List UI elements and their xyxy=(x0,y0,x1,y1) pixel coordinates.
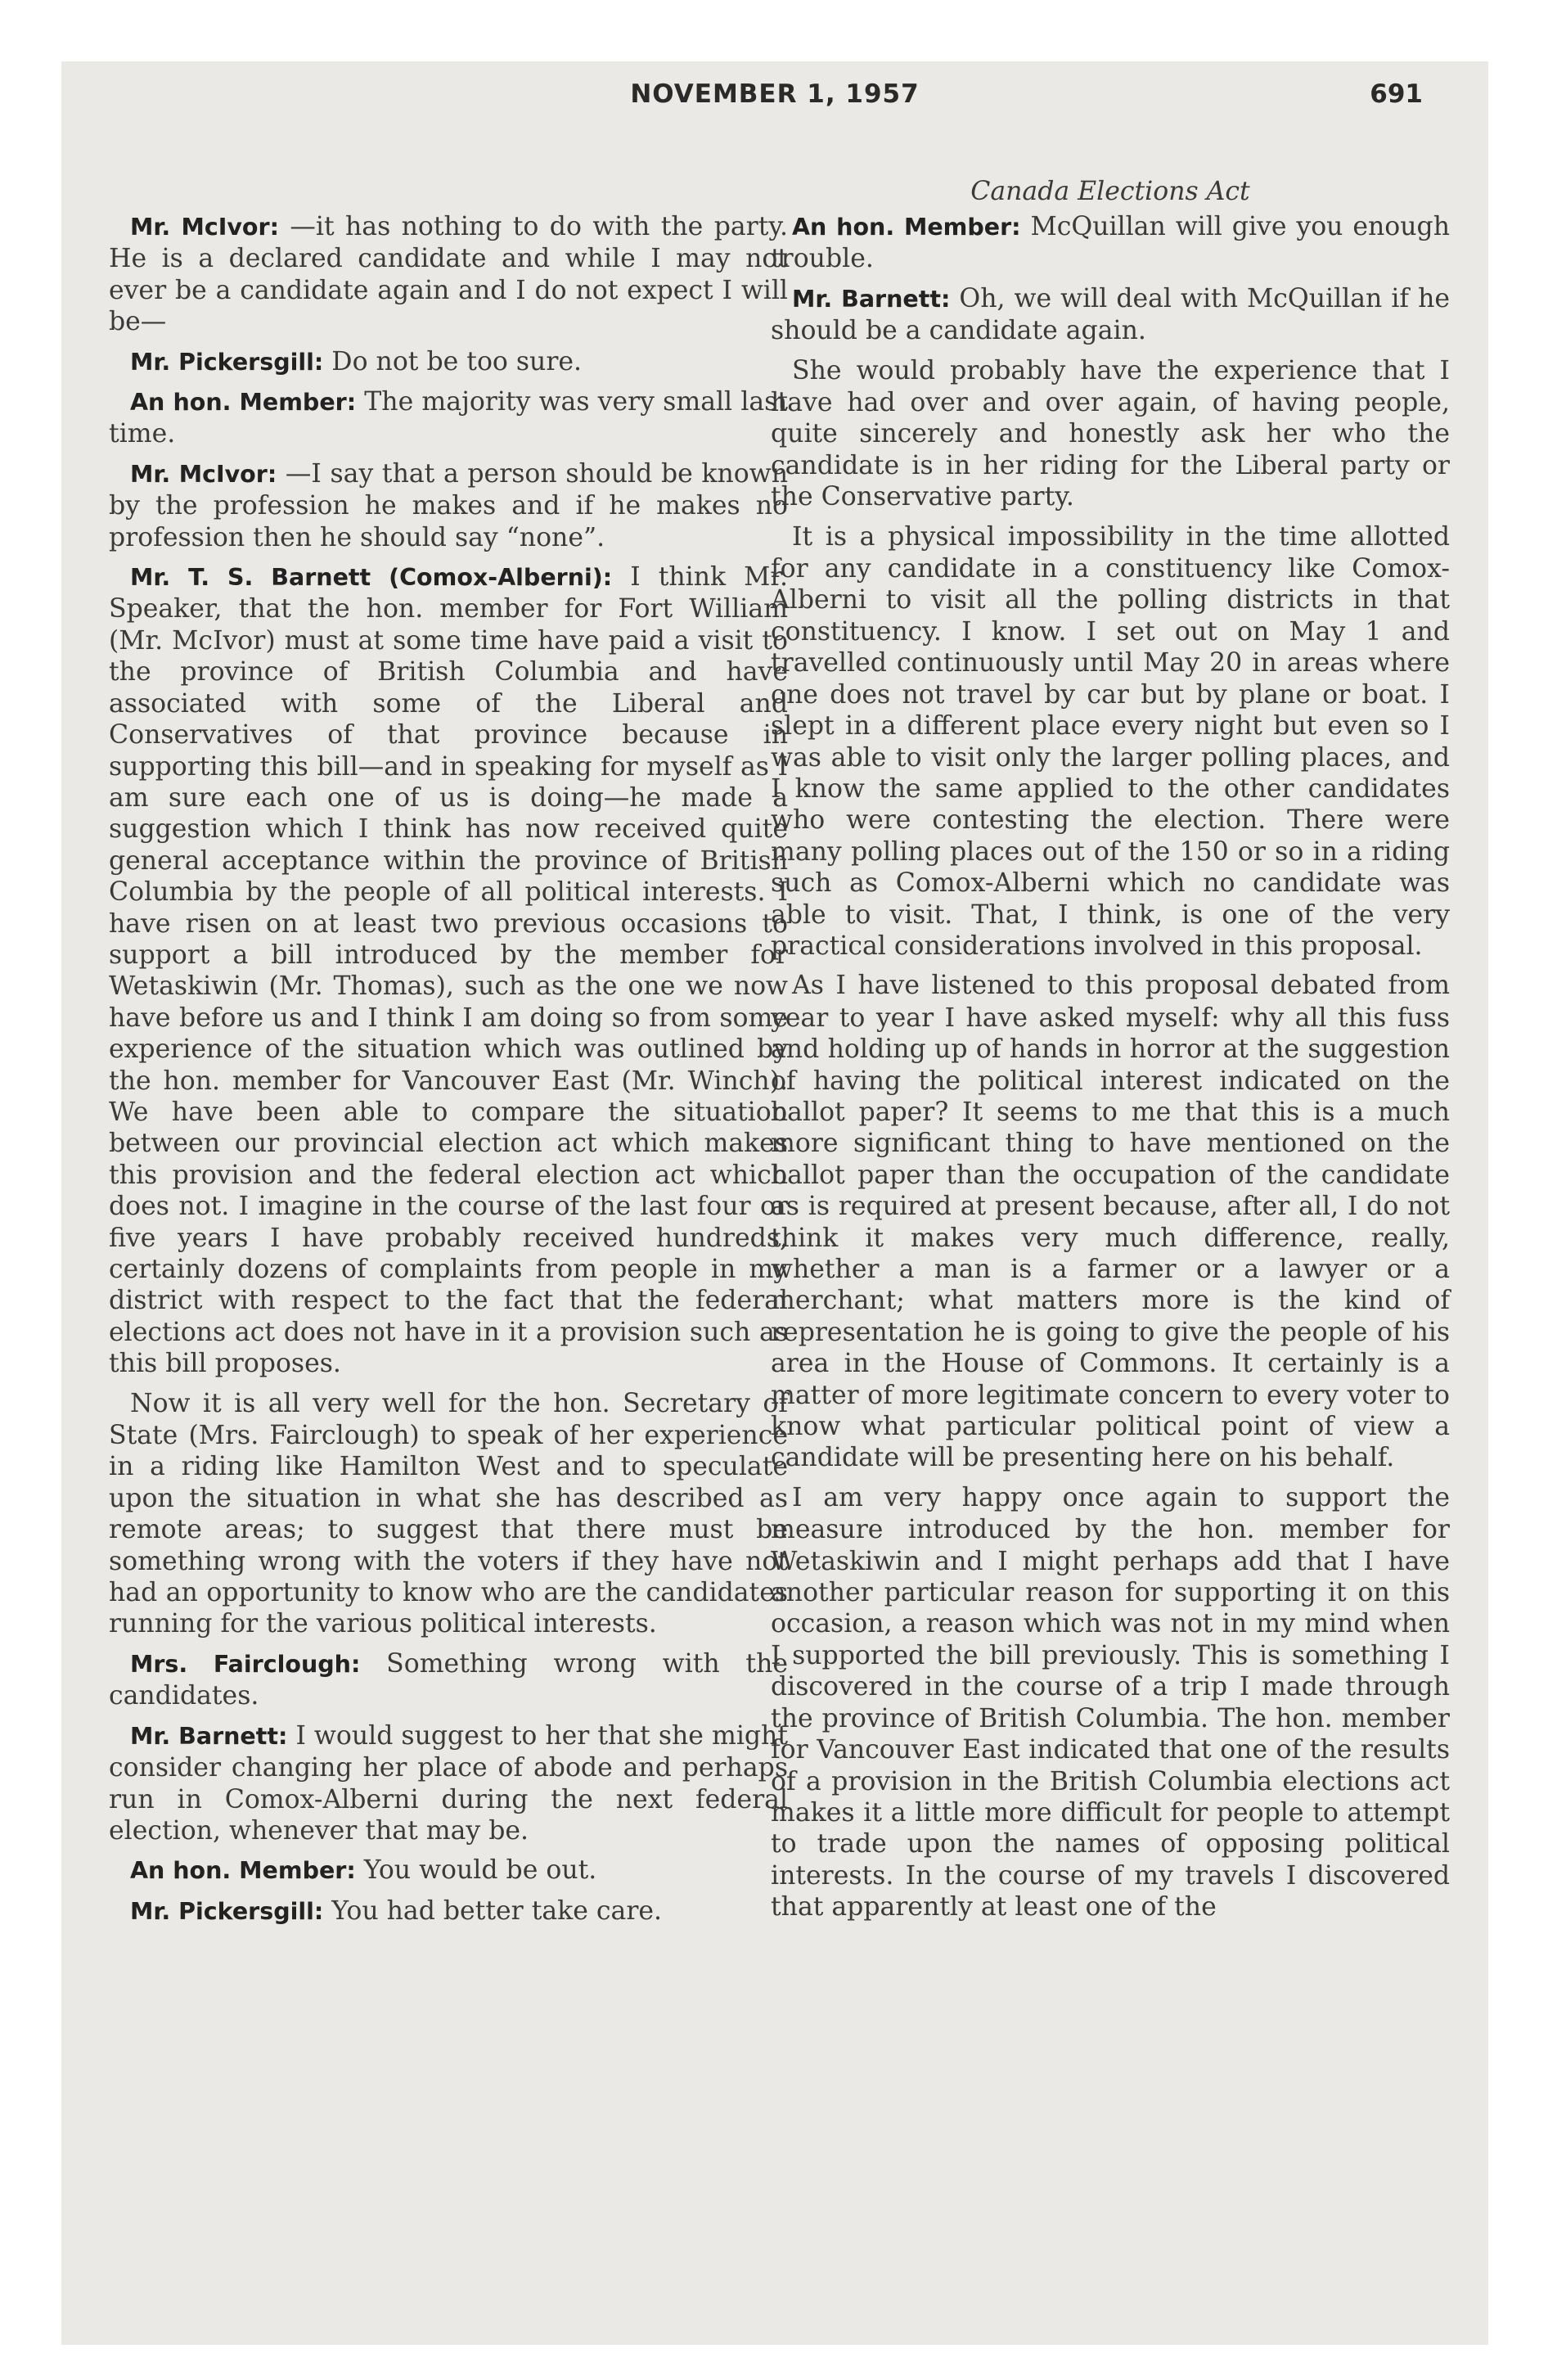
speaker-name: An hon. Member: xyxy=(130,389,357,417)
paragraph-text: You had better take care. xyxy=(323,1895,663,1926)
paragraph xyxy=(771,355,1450,513)
speaker-name: Mr. McIvor: xyxy=(130,214,279,241)
speaker-name: Mr. Pickersgill: xyxy=(130,348,324,376)
paragraph xyxy=(771,283,1450,347)
speaker-name: Mr. Barnett: xyxy=(130,1722,288,1750)
paragraph-text: Something wrong with the candidates. xyxy=(109,1648,788,1711)
paragraph xyxy=(109,1388,788,1640)
paragraph xyxy=(771,521,1450,962)
paragraph xyxy=(109,386,788,450)
speaker-name: An hon. Member: xyxy=(792,214,1021,241)
paragraph-text: It is a physical impossibility in the time allotted for any candidate in a constituency like Comox-Alberni to visit all the polling districts in that constituency. I know. I set out on May 1 and travelled continuously until May 20 in areas where one does not travel by car but by plane or boat. I slept in a different place every night but even so I was able to visit only the larger polling places, and I know the same applied to the other candidates who were contesting the election. There were many polling places out of the 150 or so in a riding such as Comox-Alberni which no candidate was able to visit. That, I think, is one of the very practical considerations involved in this proposal. xyxy=(771,521,1450,961)
paragraph xyxy=(109,1855,788,1886)
running-title: Canada Elections Act xyxy=(970,177,1250,206)
left-column xyxy=(109,211,788,1936)
paragraph-text: —it has nothing to do with the party. He is a declared candidate and while I may not ever be a candidate again and I do not expect I will be— xyxy=(109,212,788,337)
speaker-name: Mr. McIvor: xyxy=(130,460,277,488)
page-number: 691 xyxy=(1370,79,1423,109)
paragraph-text: Do not be too sure. xyxy=(323,346,583,376)
speaker-name: Mr. T. S. Barnett (Comox-Alberni): xyxy=(130,564,613,592)
paragraph xyxy=(109,346,788,378)
paragraph xyxy=(109,561,788,1380)
paragraph xyxy=(109,1648,788,1712)
paragraph xyxy=(109,1895,788,1927)
speaker-name: Mr. Barnett: xyxy=(792,285,951,313)
paragraph-text: You would be out. xyxy=(355,1855,597,1886)
paragraph-text: I think Mr. Speaker, that the hon. member for Fort William (Mr. McIvor) must at some time have paid a visit to the province of British Columbia and have associated with some of the Liberal and Conservatives of that province because in supporting this bill—and in speaking for myself as I am sure each one of us is doing—he made a suggestion which I think has now received quite general acceptance within the province of British Columbia by the people of all political interests. I have risen on at least two previous occasions to support a bill introduced by the member for Wetaskiwin (Mr. Thomas), such as the one we now have before us and I think I am doing so from some experience of the situation which was outlined by the hon. member for Vancouver East (Mr. Winch). We have been able to compare the situation between our provincial election act which makes this provision and the federal election act which does not. I imagine in the course of the last four or five years I have probably received hundreds, certainly dozens of complaints from people in my district with respect to the fact that the federal elections act does not have in it a provision such as this bill proposes. xyxy=(109,562,788,1379)
paragraph-text: McQuillan will give you enough trouble. xyxy=(771,212,1450,274)
speaker-name: An hon. Member: xyxy=(130,1857,356,1885)
paragraph xyxy=(109,458,788,553)
paragraph-text: As I have listened to this proposal debated from year to year I have asked myself: why all this fuss and holding up of hands in horror at the suggestion of having the political interest indicated on the ballot paper? It seems to me that this is a much more significant thing to have mentioned on the ballot paper than the occupation of the candidate as is required at present because, after all, I do not think it makes very much difference, really, whether a man is a farmer or a lawyer or a merchant; what matters more is the kind of representation he is going to give the people of his area in the House of Commons. It certainly is a matter of more legitimate concern to every voter to know what particular political point of view a candidate will be presenting here on his behalf. xyxy=(771,971,1450,1473)
speaker-name: Mrs. Fairclough: xyxy=(130,1650,361,1678)
paragraph xyxy=(771,970,1450,1474)
paragraph-text: I am very happy once again to support the measure introduced by the hon. member for Wetaskiwin and I might perhaps add that I have another particular reason for supporting it on this occasion, a reason which was not in my mind when I supported the bill previously. This is something I discovered in the course of a trip I made through the province of British Columbia. The hon. member for Vancouver East indicated that one of the results of a provision in the British Columbia elections act makes it a little more difficult for people to attempt to trade upon the names of opposing political interests. In the course of my travels I discovered that apparently at least one of the xyxy=(771,1482,1450,1922)
header-date: NOVEMBER 1, 1957 xyxy=(630,79,920,109)
paragraph-text: I would suggest to her that she might consider changing her place of abode and perhaps run in Comox-Alberni during the next federal election, whenever that may be. xyxy=(109,1720,789,1846)
paragraph xyxy=(109,211,788,338)
paragraph-text: —I say that a person should be known by the profession he makes and if he makes no profession then he should say “none”. xyxy=(109,458,789,552)
paragraph xyxy=(771,1482,1450,1923)
paragraph-text: Oh, we will deal with McQuillan if he should be a candidate again. xyxy=(771,283,1450,346)
paragraph xyxy=(771,211,1450,275)
right-column xyxy=(771,211,1450,1931)
paragraph xyxy=(109,1720,788,1847)
speaker-name: Mr. Pickersgill: xyxy=(130,1897,324,1925)
paragraph-text: Now it is all very well for the hon. Secretary of State (Mrs. Fairclough) to speak of her experience in a riding like Hamilton West and to speculate upon the situation in what she has described as remote areas; to suggest that there must be something wrong with the voters if they have not had an opportunity to know who are the candidates running for the various political interests. xyxy=(109,1388,788,1639)
page-header xyxy=(61,79,1488,120)
paragraph-text: She would probably have the experience that I have had over and over again, of having people, quite sincerely and honestly ask her who the candidate is in her riding for the Liberal party or the Conservative party. xyxy=(771,355,1450,512)
paragraph-text: The majority was very small last time. xyxy=(109,387,789,449)
